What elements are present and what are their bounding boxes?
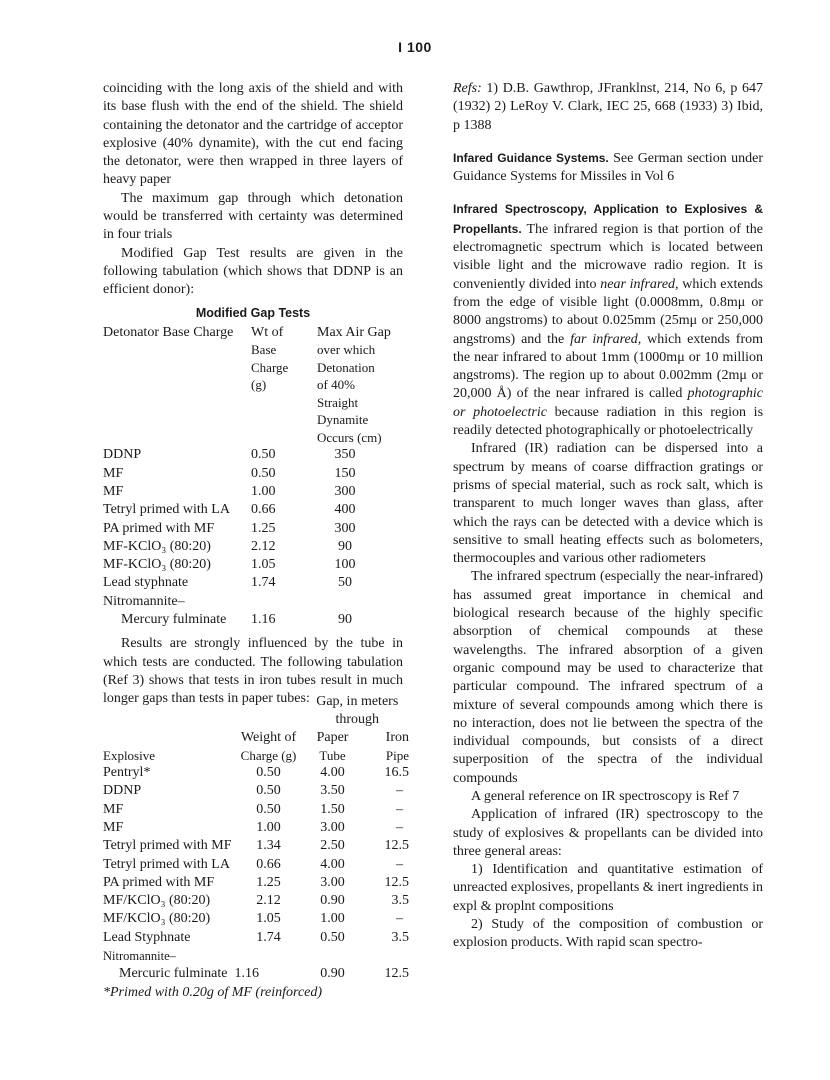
table1-cell-gap: 350 xyxy=(334,447,356,463)
table2-cell-name: PA primed with MF xyxy=(103,874,215,890)
table2-cell-iron: 12.5 xyxy=(384,966,409,982)
table2-header-iron-line: Iron xyxy=(385,730,409,746)
table2-cell-paper: 1.00 xyxy=(320,911,345,927)
table-row xyxy=(103,483,403,501)
table2-cell-weight: 1.34 xyxy=(256,838,281,854)
table1-cell-name: MF-KClO₃ (80:20) xyxy=(103,538,211,554)
table1-cell-weight: 0.50 xyxy=(251,447,276,463)
table-row xyxy=(103,819,409,837)
table2-cell-paper: 4.00 xyxy=(320,856,345,872)
table2-cell-paper: 3.00 xyxy=(320,874,345,890)
page-number: I 100 xyxy=(398,39,432,55)
table2-cell-paper: 3.50 xyxy=(320,783,345,799)
table1-header-gap-line: Max Air Gap xyxy=(317,324,391,340)
table2-cell-iron: – xyxy=(396,856,403,872)
table1-cell-weight: 1.25 xyxy=(251,520,276,536)
table2-cell-weight: 1.16 xyxy=(234,966,259,982)
paragraph-ir-reference: A general reference on IR spectroscopy is Ref 7 xyxy=(471,788,740,804)
table1-cell-name: Mercury fulminate xyxy=(121,612,227,628)
modified-gap-table xyxy=(103,324,403,629)
paragraph-ir-importance: The infrared spectrum (especially the near-infrared) has assumed great importance in chemical and biological research because of the highly specific absorption of chemical compounds at these wavelengths. The infrared absorption of a given organic compound may be used to characterize that particular compound. The infrared spectrum of a mixture of several compounds among which there is no interaction, does not lie between the spectra of the individual compounds, but consists of a direct superposition of the spectra of the individual compounds xyxy=(453,569,763,786)
table2-header-gap-line: Gap, in meters xyxy=(316,693,399,709)
table2-cell-paper: 2.50 xyxy=(320,838,345,854)
table-row xyxy=(103,465,403,483)
right-column xyxy=(453,80,763,953)
references xyxy=(453,80,763,135)
table2-header-iron-line: Pipe xyxy=(385,747,409,763)
table2-cell-name: Pentryl* xyxy=(103,765,151,781)
table2-cell-iron: – xyxy=(396,911,403,927)
table1-cell-name: Tetryl primed with LA xyxy=(103,502,230,518)
table2-cell-iron: – xyxy=(396,820,403,835)
refs-label: Refs: xyxy=(453,81,482,96)
table1-header-gap-line: Occurs (cm) xyxy=(317,429,382,445)
table2-cell-name: Mercuric fulminate xyxy=(119,966,228,982)
table1-cell-gap: 300 xyxy=(334,520,356,536)
table2-cell-weight: 1.00 xyxy=(256,820,281,835)
table2-cell-paper: 0.50 xyxy=(320,929,345,945)
table2-cell-name: Tetryl primed with MF xyxy=(103,838,232,854)
table2-header-gap xyxy=(306,693,409,730)
table1-cell-weight: 2.12 xyxy=(251,538,276,554)
table-row xyxy=(103,910,409,928)
term-far-infrared: far infrared, xyxy=(570,331,642,347)
table2-cell-name: MF xyxy=(103,801,124,817)
table-row xyxy=(103,947,409,965)
table2-header-paper-line: Paper xyxy=(316,730,349,746)
table1-cell-weight: 1.00 xyxy=(251,483,276,499)
table1-cell-weight: 1.05 xyxy=(251,557,276,573)
table2-header-weight-line: Charge (g) xyxy=(240,747,297,763)
table2-cell-weight: 0.50 xyxy=(256,765,281,781)
term-near-infrared: near infrared, xyxy=(600,276,679,292)
table2-header-iron xyxy=(360,729,409,764)
table1-cell-weight: 0.50 xyxy=(251,465,276,481)
entry-text: which extends from the edge of visible light (0.0008mm, 0.8mμ or 8000 angstroms) to about 0.025mm (25mμ or 250,000 angstroms) and the xyxy=(453,276,763,347)
table2-cell-weight: 1.25 xyxy=(256,874,281,890)
table1-cell-gap: 100 xyxy=(334,557,356,573)
table1-cell-gap: 90 xyxy=(338,612,352,628)
paragraph-shield: coinciding with the long axis of the shield and with its base flush with the end of the shield. The shield containing the detonator and the cartridge of acceptor explosive (40% dynamite), with the cut end facing the detonator, were then wrapped in three layers of heavy paper xyxy=(103,81,403,188)
entry-infrared-spectroscopy xyxy=(453,200,763,440)
table1-cell-name: Nitromannite– xyxy=(103,593,185,609)
table2-cell-weight: 0.50 xyxy=(256,801,281,817)
table1-cell-weight: 1.16 xyxy=(251,612,276,628)
entry-text: which extends from the near infrared to about 1mm (1000mμ or 10 million angstroms). The region up to about 0.002mm (2mμ or 20,000 Å) of the near infrared is called xyxy=(453,331,764,402)
table1-cell-gap: 150 xyxy=(334,465,356,481)
table1-cell-name: MF-KClO₃ (80:20) xyxy=(103,557,211,573)
table2-cell-name: MF xyxy=(103,820,124,835)
table1-header-gap-line: over which xyxy=(317,342,376,358)
table-row xyxy=(103,874,409,892)
paragraph-ir-area-1: 1) Identification and quantitative estimation of unreacted explosives, propellants & inert ingredients in expl & proplnt compositions xyxy=(453,862,763,914)
table1-title: Modified Gap Tests xyxy=(195,305,311,320)
table1-cell-gap: 300 xyxy=(334,483,356,499)
table2-cell-paper: 0.90 xyxy=(320,893,345,909)
table2-header-paper xyxy=(306,729,360,764)
table2-cell-iron: – xyxy=(396,783,403,799)
table1-cell-gap: 50 xyxy=(338,575,352,591)
table1-header-gap xyxy=(317,324,403,447)
term-photographic: photographic or photoelectric xyxy=(453,386,763,420)
paragraph-ir-application: Application of infrared (IR) spectroscopy to the study of explosives & propellants can be divided into three general areas: xyxy=(453,807,763,859)
paragraph-results: Results are strongly influenced by the tube in which tests are conducted. The following tabulation (Ref 3) shows that tests in iron tubes result in much longer gaps than tests in paper tubes: xyxy=(103,636,403,707)
table2-cell-paper: 0.90 xyxy=(320,966,345,982)
table2-cell-paper: 3.00 xyxy=(320,820,345,835)
table1-cell-gap: 90 xyxy=(338,538,352,554)
entry-heading: Infrared Spectroscopy, Application to Explosives & Propellants. xyxy=(453,202,763,236)
table1-cell-name: MF xyxy=(103,465,124,481)
table-row xyxy=(103,611,403,629)
table2-cell-weight: 0.66 xyxy=(256,856,281,872)
table2-cell-weight: 1.74 xyxy=(256,929,281,945)
table2-header-explosive: Explosive xyxy=(103,747,155,763)
entry-infared-guidance xyxy=(453,149,763,187)
entry-text: See German section under Guidance Systems for Missiles in Vol 6 xyxy=(453,150,764,185)
paragraph-ir-dispersion: Infrared (IR) radiation can be dispersed into a spectrum by means of coarse diffraction gratings or prisms of special material, such as rock salt, which is transparent to much longer waves than glass, after which the rays can be detected with a device which is sensitive to small heating effects such as bolometers, thermocouples and various other radiometers xyxy=(453,441,763,567)
table1-cell-name: Lead styphnate xyxy=(103,575,189,591)
table1-header-gap-line: Straight xyxy=(317,394,359,410)
table1-header-row xyxy=(103,324,403,447)
table2-cell-iron: – xyxy=(396,801,403,817)
gap-meters-table xyxy=(103,693,409,984)
table-row xyxy=(103,538,403,556)
table1-header-weight-line: Base xyxy=(251,342,277,358)
table-row xyxy=(103,965,409,983)
table1-header-weight-line: Wt of xyxy=(251,324,284,340)
table2-cell-weight: 1.05 xyxy=(256,911,281,927)
left-column xyxy=(103,80,409,1002)
table-row xyxy=(103,782,409,800)
table2-cell-name-weight xyxy=(103,965,306,983)
table2-cell-iron: 3.5 xyxy=(391,893,409,909)
table-row xyxy=(103,593,403,611)
table2-cell-iron: 16.5 xyxy=(384,765,409,781)
table2-cell-iron: 12.5 xyxy=(384,838,409,854)
table1-cell-name: MF xyxy=(103,483,124,499)
entry-text: because radiation in this region is readily detected photographically or photoelectrically xyxy=(453,404,764,439)
table1-cell-gap: 400 xyxy=(334,502,356,518)
table-row xyxy=(103,837,409,855)
table1-header-detonator: Detonator Base Charge xyxy=(103,324,234,340)
table1-header-weight-line: (g) xyxy=(251,377,267,393)
table2-header-weight xyxy=(232,729,306,764)
table2-header-gap-line: through xyxy=(335,711,380,727)
entry-text: The infrared region is that portion of the electromagnetic spectrum which is located between visible light and the microwave radio region. It is conveniently divided into xyxy=(453,221,764,292)
table1-header-weight xyxy=(251,324,317,447)
table1-header-weight-line: Charge xyxy=(251,359,289,375)
table1-cell-weight: 0.66 xyxy=(251,502,276,518)
table2-cell-paper: 1.50 xyxy=(320,801,345,817)
paragraph-modified-gap: Modified Gap Test results are given in the following tabulation (which shows that DDNP is an efficient donor): xyxy=(103,245,403,298)
table-row xyxy=(103,520,403,538)
table2-footnote: *Primed with 0.20g of MF (reinforced) xyxy=(103,984,323,1000)
table-row xyxy=(103,501,403,519)
table-row xyxy=(103,801,409,819)
table2-cell-weight: 2.12 xyxy=(256,893,281,909)
table-row xyxy=(103,929,409,947)
table2-cell-name: Nitromannite– xyxy=(103,949,176,964)
table2-cell-iron: 12.5 xyxy=(384,874,409,890)
table2-cell-name: MF/KClO₃ (80:20) xyxy=(103,893,211,909)
table1-cell-name: PA primed with MF xyxy=(103,520,215,536)
table2-cell-name: Tetryl primed with LA xyxy=(103,856,230,872)
table-row xyxy=(103,556,403,574)
table2-cell-iron: 3.5 xyxy=(391,929,409,945)
table-row xyxy=(103,892,409,910)
table-row xyxy=(103,574,403,592)
table2-cell-name: Lead Styphnate xyxy=(103,929,191,945)
table2-cell-name: MF/KClO₃ (80:20) xyxy=(103,911,211,927)
paragraph-max-gap: The maximum gap through which detonation would be transferred with certainty was determined in four trials xyxy=(103,190,403,243)
table2-cell-weight: 0.50 xyxy=(256,783,281,799)
table1-header-gap-line: Detonation xyxy=(317,359,375,375)
table-row xyxy=(103,856,409,874)
table1-cell-name: DDNP xyxy=(103,447,142,463)
table1-header-gap-line: of 40% xyxy=(317,377,355,393)
refs-text: 1) D.B. Gawthrop, JFranklnst, 214, No 6, p 647 (1932) 2) LeRoy V. Clark, IEC 25, 668 (1933) 3) Ibid, p 1388 xyxy=(453,81,764,133)
table1-cell-weight: 1.74 xyxy=(251,575,276,591)
table2-header-row xyxy=(103,729,409,764)
paragraph-ir-area-2: 2) Study of the composition of combustion or explosion products. With rapid scan spectro- xyxy=(453,917,763,951)
table2-cell-paper: 4.00 xyxy=(320,765,345,781)
table-row xyxy=(103,446,403,464)
table2-header-weight-line: Weight of xyxy=(240,730,297,746)
table2-header-paper-line: Tube xyxy=(319,747,346,763)
table-row xyxy=(103,764,409,782)
table1-header-gap-line: Dynamite xyxy=(317,412,369,428)
entry-heading: Infared Guidance Systems. xyxy=(453,150,609,165)
table2-cell-name: DDNP xyxy=(103,783,142,799)
